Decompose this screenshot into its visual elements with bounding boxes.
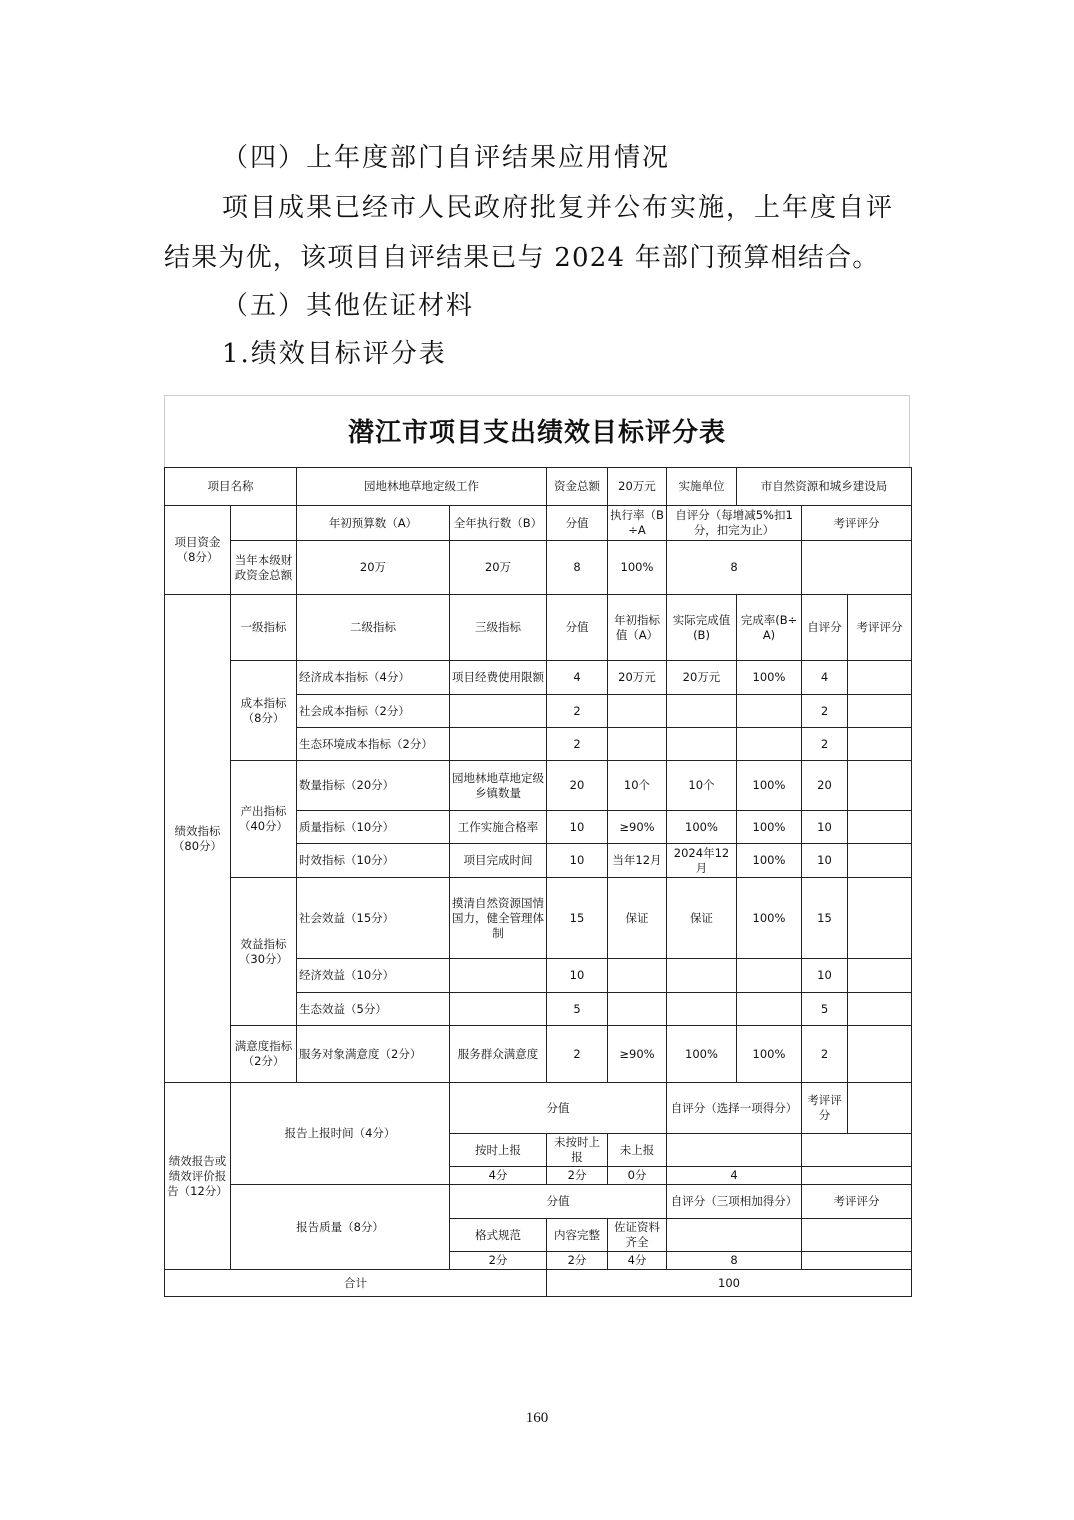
score-cell: 4 [547,661,608,695]
level2-indicator: 质量指标（10分） [297,811,450,844]
points-cell: 0分 [608,1167,667,1185]
target-cell: ≥90% [608,1026,667,1083]
table-row [165,1026,912,1083]
review-score-cell [848,844,912,878]
target-cell [608,959,667,993]
self-score-cell: 5 [802,993,848,1026]
actual-cell [667,728,737,761]
header-cell: 三级指标 [450,595,547,661]
rate-cell [737,959,802,993]
table-row [165,1270,912,1297]
actual-cell [667,993,737,1026]
actual-cell: 100% [667,1026,737,1083]
table-row [165,506,912,541]
self-score-cell: 15 [802,878,848,959]
self-score-cell: 10 [802,811,848,844]
score-cell: 5 [547,993,608,1026]
header-cell: 自评分（选择一项得分） [667,1083,802,1134]
points-cell: 2分 [450,1252,547,1270]
table-title: 潜江市项目支出绩效目标评分表 [164,395,910,467]
review-score-cell [848,695,912,728]
level2-indicator: 生态环境成本指标（2分） [297,728,450,761]
target-cell [608,993,667,1026]
header-cell: 考评评分 [802,1185,912,1219]
level2-indicator: 时效指标（10分） [297,844,450,878]
header-cell: 考评评分 [802,506,912,541]
report-label: 绩效报告或绩效评价报告（12分） [165,1083,231,1270]
review-score-cell [848,993,912,1026]
blank-cell [231,506,297,541]
score-cell: 2 [547,695,608,728]
option-cell: 格式规范 [450,1219,547,1252]
header-cell: 全年执行数（B） [450,506,547,541]
header-cell: 分值 [450,1185,667,1219]
header-cell: 分值 [547,595,608,661]
option-cell: 佐证资料齐全 [608,1219,667,1252]
level3-indicator: 项目经费使用限额 [450,661,547,695]
self-score-cell: 20 [802,761,848,811]
level3-indicator: 摸清自然资源国情国力，健全管理体制 [450,878,547,959]
target-cell: 保证 [608,878,667,959]
score-cell: 10 [547,844,608,878]
self-score-cell: 10 [802,959,848,993]
page-number: 160 [525,1410,549,1426]
header-cell: 分值 [547,506,608,541]
option-cell: 未上报 [608,1134,667,1167]
level2-indicator: 数量指标（20分） [297,761,450,811]
header-cell: 一级指标 [231,595,297,661]
target-cell: ≥90% [608,811,667,844]
level2-indicator: 社会成本指标（2分） [297,695,450,728]
level3-indicator [450,993,547,1026]
rate-cell: 100% [737,878,802,959]
table-row [165,761,912,811]
project-name-label: 项目名称 [165,468,297,506]
blank-cell [667,1134,802,1167]
header-cell: 自评分（三项相加得分） [667,1185,802,1219]
table-row [165,661,912,695]
total-value: 100 [547,1270,912,1297]
blank-cell [802,1219,912,1252]
blank-cell [667,1219,802,1252]
header-cell: 考评评分 [802,1083,848,1134]
level1-indicator: 成本指标（8分） [231,661,297,761]
self-score: 8 [667,1252,802,1270]
value-cell: 8 [547,541,608,595]
rate-cell: 100% [737,1026,802,1083]
funds-label: 项目资金（8分） [165,506,231,595]
header-cell: 自评分（每增减5%扣1分，扣完为止） [667,506,802,541]
header-cell: 考评评分 [848,595,912,661]
self-score-cell: 4 [802,661,848,695]
points-cell: 4分 [450,1167,547,1185]
level2-indicator: 社会效益（15分） [297,878,450,959]
target-cell: 当年12月 [608,844,667,878]
review-score-cell [848,1026,912,1083]
header-cell: 执行率（B÷A [608,506,667,541]
actual-cell: 20万元 [667,661,737,695]
list-item-heading: 1.绩效目标评分表 [222,339,447,369]
score-cell: 15 [547,878,608,959]
review-score-cell [848,959,912,993]
actual-cell: 2024年12月 [667,844,737,878]
level2-indicator: 服务对象满意度（2分） [297,1026,450,1083]
table-row [165,878,912,959]
table-row [165,1083,912,1134]
level1-indicator: 满意度指标（2分） [231,1026,297,1083]
actual-cell: 10个 [667,761,737,811]
actual-cell [667,959,737,993]
level2-indicator: 经济成本指标（4分） [297,661,450,695]
review-score-cell [848,661,912,695]
level1-indicator: 产出指标（40分） [231,761,297,878]
self-score-cell: 2 [802,1026,848,1083]
score-cell: 10 [547,811,608,844]
total-label: 合计 [165,1270,547,1297]
score-table [164,467,912,1297]
target-cell: 20万元 [608,661,667,695]
unit-value: 市自然资源和城乡建设局 [737,468,912,506]
score-cell: 20 [547,761,608,811]
rate-cell: 100% [737,761,802,811]
review-score-cell [848,761,912,811]
review-score-cell [848,811,912,844]
target-cell [608,695,667,728]
points-cell: 2分 [547,1167,608,1185]
points-cell: 4分 [608,1252,667,1270]
value-cell: 20万 [450,541,547,595]
blank-cell [802,1134,912,1167]
actual-cell: 保证 [667,878,737,959]
score-cell: 2 [547,728,608,761]
header-cell: 二级指标 [297,595,450,661]
table-row [165,468,912,506]
level3-indicator [450,695,547,728]
header-cell: 年初指标值（A） [608,595,667,661]
level2-indicator: 生态效益（5分） [297,993,450,1026]
value-cell: 100% [608,541,667,595]
header-cell: 自评分 [802,595,848,661]
header-cell: 实际完成值(B) [667,595,737,661]
option-cell: 内容完整 [547,1219,608,1252]
actual-cell: 100% [667,811,737,844]
self-score-cell: 2 [802,695,848,728]
rate-cell [737,728,802,761]
rate-cell [737,993,802,1026]
value-cell [802,541,912,595]
paragraph-line: 项目成果已经市人民政府批复并公布实施，上年度自评 [222,193,895,223]
heading-section-5: （五）其他佐证材料 [222,291,475,321]
fund-label: 资金总额 [547,468,608,506]
level1-indicator: 效益指标（30分） [231,878,297,1026]
level3-indicator [450,728,547,761]
level3-indicator: 服务群众满意度 [450,1026,547,1083]
value-cell: 8 [667,541,802,595]
rate-cell: 100% [737,844,802,878]
blank-cell [802,1167,912,1185]
rate-cell: 100% [737,811,802,844]
level3-indicator: 园地林地草地定级乡镇数量 [450,761,547,811]
rate-cell [737,695,802,728]
blank-cell [848,1083,912,1134]
level3-indicator [450,959,547,993]
rate-cell: 100% [737,661,802,695]
header-cell: 年初预算数（A） [297,506,450,541]
table-row [165,1185,912,1219]
self-score-cell: 2 [802,728,848,761]
unit-label: 实施单位 [667,468,737,506]
timing-label: 报告上报时间（4分） [231,1083,450,1185]
value-cell: 20万 [297,541,450,595]
target-cell [608,728,667,761]
blank-cell [802,1252,912,1270]
funds-row-label: 当年本级财政资金总额 [231,541,297,595]
project-name: 园地林地草地定级工作 [297,468,547,506]
review-score-cell [848,878,912,959]
option-cell: 按时上报 [450,1134,547,1167]
fund-value: 20万元 [608,468,667,506]
option-cell: 未按时上报 [547,1134,608,1167]
target-cell: 10个 [608,761,667,811]
points-cell: 2分 [547,1252,608,1270]
level2-indicator: 经济效益（10分） [297,959,450,993]
review-score-cell [848,728,912,761]
header-cell: 分值 [450,1083,667,1134]
quality-label: 报告质量（8分） [231,1185,450,1270]
self-score-cell: 10 [802,844,848,878]
heading-section-4: （四）上年度部门自评结果应用情况 [222,143,671,173]
table-row [165,595,912,661]
paragraph-line: 结果为优，该项目自评结果已与 2024 年部门预算相结合。 [164,243,880,273]
actual-cell [667,695,737,728]
table-row [165,541,912,595]
self-score: 4 [667,1167,802,1185]
score-cell: 10 [547,959,608,993]
header-cell: 完成率(B÷A) [737,595,802,661]
score-cell: 2 [547,1026,608,1083]
level3-indicator: 工作实施合格率 [450,811,547,844]
perf-label: 绩效指标（80分） [165,595,231,1083]
level3-indicator: 项目完成时间 [450,844,547,878]
